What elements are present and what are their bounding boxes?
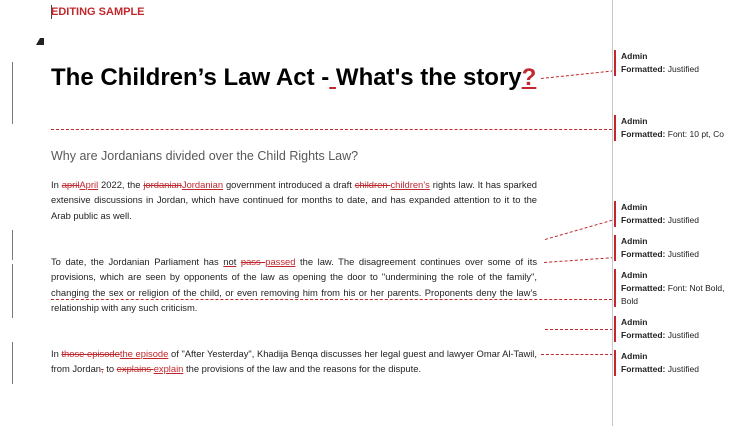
deletion: april [61, 179, 80, 190]
document-subtitle[interactable]: Why are Jordanians divided over the Child Rights Law? [51, 149, 359, 163]
insertion: Jordanian [181, 179, 224, 190]
change-bar [12, 342, 13, 384]
comment-balloon[interactable]: Admin Formatted: Font: 10 pt, Co [614, 115, 735, 141]
deletion: , [101, 363, 104, 375]
comment-balloon[interactable]: Admin Formatted: Justified [614, 201, 735, 227]
deletion: jordanian [143, 179, 182, 190]
document-title[interactable] [51, 63, 537, 93]
insertion: passed [265, 256, 296, 267]
title-insertion [329, 64, 336, 91]
insertion: April [79, 179, 99, 190]
comment-connector [51, 129, 612, 130]
insertion: the episode [119, 348, 169, 359]
comment-connector [541, 354, 613, 355]
paragraph-anchor-icon [36, 38, 44, 45]
insertion: explain [153, 363, 184, 375]
paragraph-1[interactable]: In aprilApril 2022, the jordanianJordanian government introduced a draft children children’s rights law. It has sparked extensive discussions in Jordan, which have continued for months to date, and has expanded attention to it to the Arab public as well. [51, 179, 538, 221]
paragraph-2[interactable]: To date, the Jordanian Parliament has not pass passed the law. The disagreement continues over some of its provisions, which are seen by opponents of the law as opening the door to "undermining the role of the family", changing the sex or religion of the child, or even removing him from his or her parents. Proponents deny the law’s relationship with any such criticism. [51, 256, 538, 313]
title-text: The Children’s Law Act - [51, 64, 330, 91]
comment-connector [541, 70, 614, 79]
change-bar [12, 230, 13, 260]
insertion: children’s [390, 179, 430, 190]
title-text: What's the story [335, 64, 522, 91]
comment-balloon[interactable]: Admin Formatted: Justified [614, 316, 735, 342]
deletion: those episode [61, 348, 120, 359]
title-insertion: ? [521, 64, 537, 91]
comment-connector [544, 257, 614, 263]
change-bar [12, 264, 13, 318]
deletion: explains [116, 363, 154, 375]
paragraph-3[interactable]: In those episodethe episode of "After Yesterday", Khadija Benqa discusses her legal guest and lawyer Omar Al-Tawil, from Jordan, to explains explain the provisions of the law and the reasons for the dispute. [51, 348, 537, 375]
comment-connector [51, 299, 612, 300]
comment-connector [545, 329, 613, 330]
underlined-word: not [223, 256, 237, 267]
deletion: children [354, 179, 391, 190]
comment-balloon[interactable]: Admin Formatted: Justified [614, 350, 735, 376]
comment-balloon[interactable]: Admin Formatted: Justified [614, 235, 735, 261]
comment-balloon[interactable]: Admin Formatted: Justified [614, 50, 735, 76]
change-bar [12, 62, 13, 124]
comment-connector [545, 220, 613, 240]
comment-balloon[interactable]: Admin Formatted: Font: Not Bold, Bold [614, 269, 735, 307]
deletion: pass [240, 256, 266, 267]
header-tag: EDITING SAMPLE [51, 6, 145, 18]
